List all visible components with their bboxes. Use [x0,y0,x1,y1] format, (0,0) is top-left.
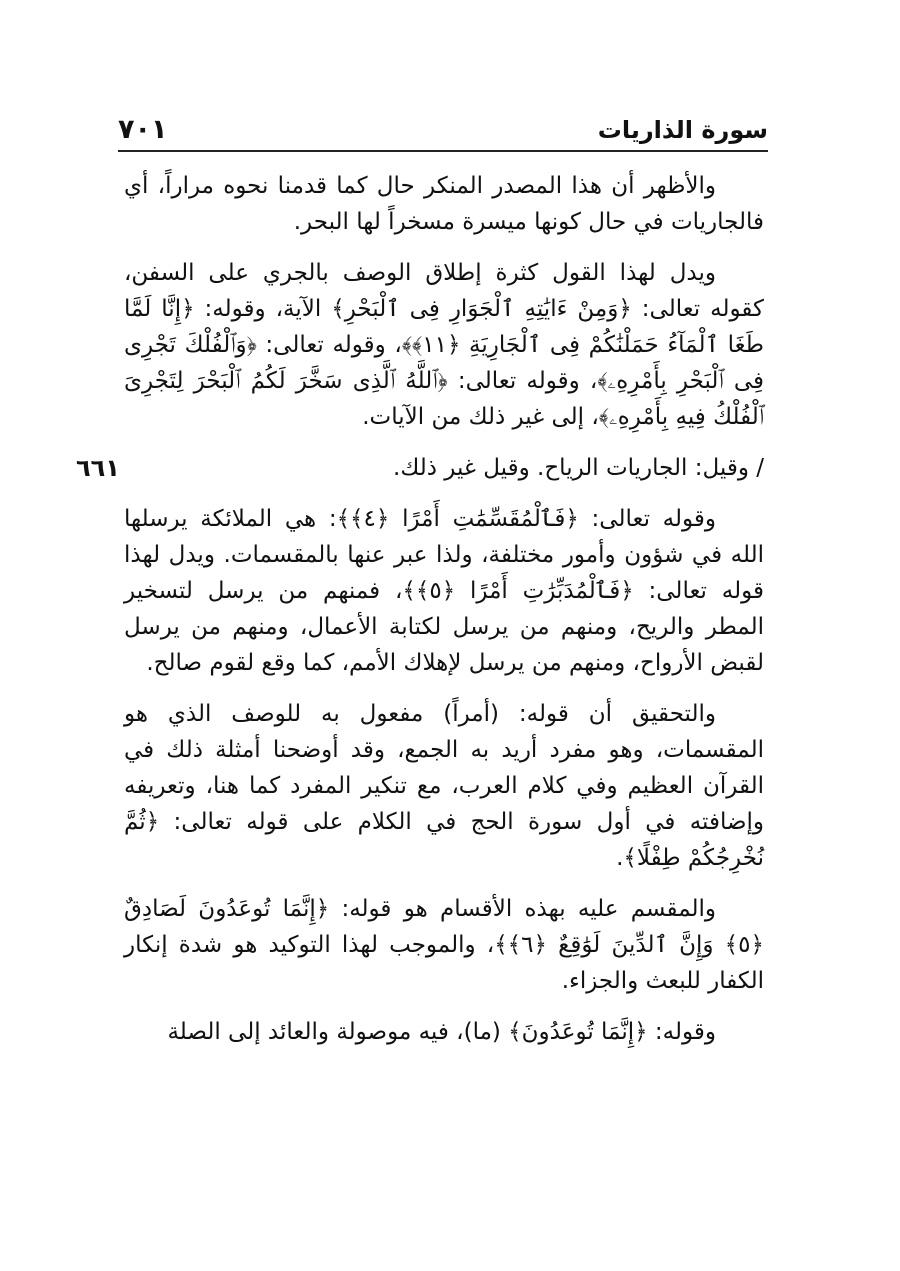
main-text [76,168,764,1065]
paragraph-amr-object: والتحقيق أن قوله: (أمراً) مفعول به للوصف الذي هو المقسمات، وهو مفرد أريد به الجمع، وقد أوضحنا أمثلة ذلك في القرآن العظيم وفي كلام العرب، مع تنكير المفرد كما هنا، وتعريفه وإضافته في أول سورة الحج في الكلام على قوله تعالى: ﴿ثُمَّ نُخْرِجُكُمْ طِفْلًا﴾. [124,701,764,871]
paragraph-ships-evidence: ويدل لهذا القول كثرة إطلاق الوصف بالجري على السفن، كقوله تعالى: ﴿وَمِنْ ءَايَٰتِهِ ٱلْجَوَارِ فِى ٱلْبَحْرِ﴾ الآية، وقوله: ﴿إِنَّا لَمَّا طَغَا ٱلْمَآءُ حَمَلْنَٰكُمْ فِى ٱلْجَارِيَةِ ﴿١١﴾﴾، وقوله تعالى: ﴿وَٱلْفُلْكَ تَجْرِى فِى ٱلْبَحْرِ بِأَمْرِهِۦ﴾، وقوله تعالى: ﴿ٱللَّهُ ٱلَّذِى سَخَّرَ لَكُمُ ٱلْبَحْرَ لِتَجْرِىَ ٱلْفُلْكُ فِيهِ بِأَمْرِهِۦ﴾، إلى غير ذلك من الآيات. [124,260,764,430]
paragraph-oath-object: والمقسم عليه بهذه الأقسام هو قوله: ﴿إِنَّمَا تُوعَدُونَ لَصَادِقٌ ﴿٥﴾ وَإِنَّ ٱلدِّينَ لَوَٰقِعٌ ﴿٦﴾﴾، والموجب لهذا التوكيد هو شدة إنكار الكفار للبعث والجزاء. [124,896,764,994]
other-opinions-text: / وقيل: الجاريات الرياح. وقيل غير ذلك. [393,455,764,481]
paragraph-other-opinions [76,450,764,486]
surah-title: سورة الذاريات [597,116,768,144]
paragraph-maa-mawsula: وقوله: ﴿إِنَّمَا تُوعَدُونَ﴾ (ما)، فيه موصولة والعائد إلى الصلة [167,1019,716,1045]
margin-page-marker: ٦٦١ [76,454,120,482]
header-divider [118,150,768,152]
paragraph-mutlaq-hal: والأظهر أن هذا المصدر المنكر حال كما قدمنا نحوه مراراً، أي فالجاريات في حال كونها ميسرة مسخراً لها البحر. [124,173,764,235]
page-number: ٧٠١ [118,114,168,145]
paragraph-angels-distributors: وقوله تعالى: ﴿فَٱلْمُقَسِّمَٰتِ أَمْرًا ﴿٤﴾﴾: هي الملائكة يرسلها الله في شؤون وأمور مختلفة، ولذا عبر عنها بالمقسمات. ويدل لهذا قوله تعالى: ﴿فَٱلْمُدَبِّرَٰتِ أَمْرًا ﴿٥﴾﴾، فمنهم من يرسل لتسخير المطر والريح، ومنهم من يرسل لكتابة الأعمال، ومنهم من يرسل لقبض الأرواح، ومنهم من يرسل لإهلاك الأمم، كما وقع لقوم صالح. [124,506,764,676]
running-header [118,108,768,150]
